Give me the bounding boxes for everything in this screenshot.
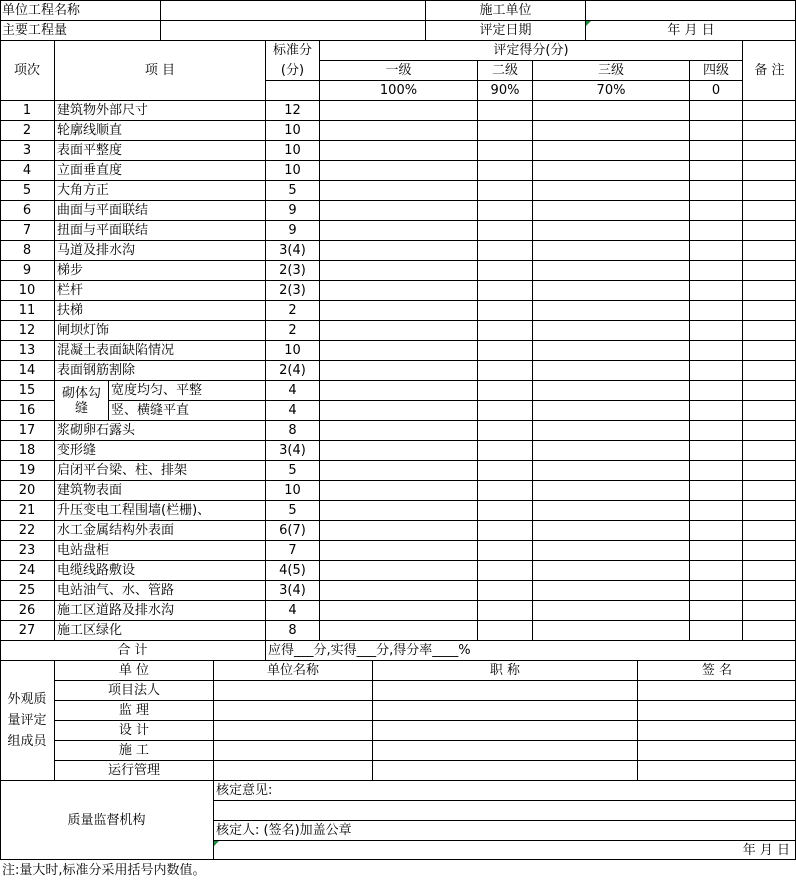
committee-label: 外观质量评定组成员 bbox=[0, 660, 54, 780]
row-std-score: 2(3) bbox=[265, 280, 319, 300]
row-grade-2[interactable] bbox=[477, 220, 532, 240]
row-grade-1[interactable] bbox=[319, 260, 477, 280]
col-grade-pct-1: 100% bbox=[319, 80, 477, 100]
row-grade-1[interactable] bbox=[319, 460, 477, 480]
row-item: 启闭平台梁、柱、排架 bbox=[54, 460, 265, 480]
row-no: 16 bbox=[0, 400, 54, 420]
row-grade-1[interactable] bbox=[319, 440, 477, 460]
row-grade-4[interactable] bbox=[689, 220, 742, 240]
row-grade-2[interactable] bbox=[477, 480, 532, 500]
row-grade-1[interactable] bbox=[319, 380, 477, 400]
row-item: 扶梯 bbox=[54, 300, 265, 320]
committee-member: 设 计 bbox=[54, 720, 213, 740]
row-grade-3[interactable] bbox=[532, 380, 689, 400]
row-grade-4[interactable] bbox=[689, 460, 742, 480]
row-grade-4[interactable] bbox=[689, 200, 742, 220]
row-grade-2[interactable] bbox=[477, 560, 532, 580]
row-grade-3[interactable] bbox=[532, 480, 689, 500]
row-std-score: 4 bbox=[265, 600, 319, 620]
project-name-label: 单位工程名称 bbox=[2, 2, 81, 18]
row-remark[interactable] bbox=[742, 460, 796, 480]
row-remark[interactable] bbox=[742, 280, 796, 300]
row-item: 表面平整度 bbox=[54, 140, 265, 160]
row-remark[interactable] bbox=[742, 160, 796, 180]
row-grade-2[interactable] bbox=[477, 520, 532, 540]
row-remark[interactable] bbox=[742, 380, 796, 400]
total-formula[interactable]: 应得___分,实得___分,得分率____% bbox=[265, 640, 796, 660]
row-std-score: 10 bbox=[265, 140, 319, 160]
row-std-score: 7 bbox=[265, 540, 319, 560]
row-grade-3[interactable] bbox=[532, 260, 689, 280]
row-grade-3[interactable] bbox=[532, 180, 689, 200]
row-grade-2[interactable] bbox=[477, 320, 532, 340]
row-grade-4[interactable] bbox=[689, 380, 742, 400]
row-item: 大角方正 bbox=[54, 180, 265, 200]
row-remark[interactable] bbox=[742, 320, 796, 340]
row-grade-4[interactable] bbox=[689, 100, 742, 120]
row-item: 闸坝灯饰 bbox=[54, 320, 265, 340]
row-std-score: 12 bbox=[265, 100, 319, 120]
col-eval-score: 评定得分(分) bbox=[319, 40, 742, 60]
committee-signature-input[interactable] bbox=[637, 760, 796, 780]
row-grade-3[interactable] bbox=[532, 200, 689, 220]
row-remark[interactable] bbox=[742, 200, 796, 220]
row-grade-1[interactable] bbox=[319, 220, 477, 240]
row-no: 1 bbox=[0, 100, 54, 120]
main-quantity-value[interactable] bbox=[160, 20, 425, 40]
row-item: 梯步 bbox=[54, 260, 265, 280]
col-remark: 备 注 bbox=[742, 40, 796, 100]
row-grade-1[interactable] bbox=[319, 620, 477, 640]
project-name-value[interactable] bbox=[160, 0, 425, 20]
committee-member: 施 工 bbox=[54, 740, 213, 760]
committee-col-unit: 单 位 bbox=[54, 660, 213, 680]
row-grade-3[interactable] bbox=[532, 580, 689, 600]
committee-member: 运行管理 bbox=[54, 760, 213, 780]
main-quantity-label: 主要工程量 bbox=[0, 20, 160, 40]
col-std-score: 标准分 bbox=[265, 40, 319, 60]
supervision-date-comment-marker bbox=[214, 841, 219, 846]
row-item: 立面垂直度 bbox=[54, 160, 265, 180]
row-grade-2[interactable] bbox=[477, 260, 532, 280]
row-std-score: 2 bbox=[265, 300, 319, 320]
row-grade-3[interactable] bbox=[532, 120, 689, 140]
committee-signature-input[interactable] bbox=[637, 720, 796, 740]
row-grade-1[interactable] bbox=[319, 400, 477, 420]
row-no: 8 bbox=[0, 240, 54, 260]
row-grade-1[interactable] bbox=[319, 500, 477, 520]
row-grade-4[interactable] bbox=[689, 260, 742, 280]
row-grade-4[interactable] bbox=[689, 600, 742, 620]
supervision-opinion-input[interactable] bbox=[213, 800, 796, 820]
row-no: 11 bbox=[0, 300, 54, 320]
row-remark[interactable] bbox=[742, 240, 796, 260]
supervision-label: 质量监督机构 bbox=[0, 780, 213, 860]
row-grade-3[interactable] bbox=[532, 460, 689, 480]
col-grade-2: 二级 bbox=[477, 60, 532, 80]
row-grade-4[interactable] bbox=[689, 360, 742, 380]
row-grade-2[interactable] bbox=[477, 360, 532, 380]
col-std-score-unit: (分) bbox=[265, 60, 319, 80]
row-grade-4[interactable] bbox=[689, 440, 742, 460]
committee-signature-input[interactable] bbox=[637, 740, 796, 760]
row-grade-1[interactable] bbox=[319, 420, 477, 440]
row-item: 电站盘柜 bbox=[54, 540, 265, 560]
row-grade-4[interactable] bbox=[689, 500, 742, 520]
row-no: 3 bbox=[0, 140, 54, 160]
row-item: 建筑物表面 bbox=[54, 480, 265, 500]
committee-signature-input[interactable] bbox=[637, 700, 796, 720]
row-grade-2[interactable] bbox=[477, 340, 532, 360]
row-grade-3[interactable] bbox=[532, 440, 689, 460]
row-no: 22 bbox=[0, 520, 54, 540]
committee-signature-input[interactable] bbox=[637, 680, 796, 700]
row-remark[interactable] bbox=[742, 580, 796, 600]
row-no: 26 bbox=[0, 600, 54, 620]
row-grade-4[interactable] bbox=[689, 400, 742, 420]
row-std-score: 9 bbox=[265, 200, 319, 220]
row-std-score: 4 bbox=[265, 380, 319, 400]
row-grade-1[interactable] bbox=[319, 300, 477, 320]
row-no: 9 bbox=[0, 260, 54, 280]
row-no: 5 bbox=[0, 180, 54, 200]
row-grade-4[interactable] bbox=[689, 340, 742, 360]
row-grade-1[interactable] bbox=[319, 160, 477, 180]
supervision-date: 年 月 日 bbox=[213, 840, 796, 860]
col-std-score-blank bbox=[265, 80, 319, 100]
row-remark[interactable] bbox=[742, 140, 796, 160]
row-grade-3[interactable] bbox=[532, 540, 689, 560]
row-std-score: 6(7) bbox=[265, 520, 319, 540]
row-grade-1[interactable] bbox=[319, 520, 477, 540]
row-grade-3[interactable] bbox=[532, 100, 689, 120]
row-item: 变形缝 bbox=[54, 440, 265, 460]
row-std-score: 4 bbox=[265, 400, 319, 420]
row-no: 19 bbox=[0, 460, 54, 480]
row-grade-2[interactable] bbox=[477, 380, 532, 400]
row-no: 23 bbox=[0, 540, 54, 560]
row-std-score: 2(4) bbox=[265, 360, 319, 380]
row-grade-4[interactable] bbox=[689, 540, 742, 560]
row-grade-2[interactable] bbox=[477, 160, 532, 180]
row-std-score: 3(4) bbox=[265, 580, 319, 600]
row-remark[interactable] bbox=[742, 100, 796, 120]
row-grade-1[interactable] bbox=[319, 140, 477, 160]
row-item: 栏杆 bbox=[54, 280, 265, 300]
committee-title-input[interactable] bbox=[372, 680, 637, 700]
row-grade-4[interactable] bbox=[689, 180, 742, 200]
committee-unit-name-input[interactable] bbox=[213, 700, 372, 720]
row-item: 浆砌卵石露头 bbox=[54, 420, 265, 440]
row-item: 电缆线路敷设 bbox=[54, 560, 265, 580]
row-remark[interactable] bbox=[742, 400, 796, 420]
row-grade-3[interactable] bbox=[532, 400, 689, 420]
row-grade-2[interactable] bbox=[477, 400, 532, 420]
row-grade-4[interactable] bbox=[689, 160, 742, 180]
row-grade-2[interactable] bbox=[477, 540, 532, 560]
row-grade-2[interactable] bbox=[477, 280, 532, 300]
committee-unit-name-input[interactable] bbox=[213, 680, 372, 700]
row-no: 4 bbox=[0, 160, 54, 180]
row-grade-2[interactable] bbox=[477, 620, 532, 640]
row-no: 6 bbox=[0, 200, 54, 220]
row-no: 17 bbox=[0, 420, 54, 440]
row-grade-1[interactable] bbox=[319, 280, 477, 300]
committee-unit-name-input[interactable] bbox=[213, 720, 372, 740]
col-grade-1: 一级 bbox=[319, 60, 477, 80]
row-no: 10 bbox=[0, 280, 54, 300]
row-grade-2[interactable] bbox=[477, 440, 532, 460]
row-remark[interactable] bbox=[742, 440, 796, 460]
row-grade-2[interactable] bbox=[477, 200, 532, 220]
row-remark[interactable] bbox=[742, 620, 796, 640]
committee-col-unit-name: 单位名称 bbox=[213, 660, 372, 680]
row-grade-4[interactable] bbox=[689, 420, 742, 440]
row-grade-2[interactable] bbox=[477, 600, 532, 620]
row-remark[interactable] bbox=[742, 220, 796, 240]
row-grade-3[interactable] bbox=[532, 520, 689, 540]
row-grade-1[interactable] bbox=[319, 340, 477, 360]
eval-date-label: 评定日期 bbox=[425, 20, 585, 40]
col-grade-3: 三级 bbox=[532, 60, 689, 80]
row-grade-3[interactable] bbox=[532, 340, 689, 360]
row-grade-4[interactable] bbox=[689, 580, 742, 600]
row-no: 14 bbox=[0, 360, 54, 380]
row-std-score: 10 bbox=[265, 480, 319, 500]
row-grade-3[interactable] bbox=[532, 500, 689, 520]
col-grade-pct-4: 0 bbox=[689, 80, 742, 100]
row-no: 18 bbox=[0, 440, 54, 460]
row-std-score: 3(4) bbox=[265, 240, 319, 260]
col-grade-pct-2: 90% bbox=[477, 80, 532, 100]
row-grade-3[interactable] bbox=[532, 280, 689, 300]
row-remark[interactable] bbox=[742, 360, 796, 380]
row-grade-3[interactable] bbox=[532, 420, 689, 440]
row-grade-4[interactable] bbox=[689, 300, 742, 320]
row-remark[interactable] bbox=[742, 340, 796, 360]
committee-col-signature: 签 名 bbox=[637, 660, 796, 680]
row-grade-4[interactable] bbox=[689, 520, 742, 540]
row-grade-4[interactable] bbox=[689, 120, 742, 140]
row-remark[interactable] bbox=[742, 120, 796, 140]
row-no: 25 bbox=[0, 580, 54, 600]
row-item: 扭面与平面联结 bbox=[54, 220, 265, 240]
col-item: 项 目 bbox=[54, 40, 265, 100]
row-std-score: 10 bbox=[265, 160, 319, 180]
row-item: 电站油气、水、管路 bbox=[54, 580, 265, 600]
footnote: 注:量大时,标准分采用括号内数值。 bbox=[2, 863, 206, 878]
supervision-verifier: 核定人: (签名)加盖公章 bbox=[213, 820, 796, 840]
eval-date-value[interactable]: 年 月 日 bbox=[585, 20, 796, 40]
masonry-group-label: 砌体勾缝 bbox=[54, 380, 108, 420]
row-grade-2[interactable] bbox=[477, 120, 532, 140]
col-grade-4: 四级 bbox=[689, 60, 742, 80]
row-no: 7 bbox=[0, 220, 54, 240]
row-grade-3[interactable] bbox=[532, 360, 689, 380]
total-label: 合 计 bbox=[0, 640, 265, 660]
row-grade-2[interactable] bbox=[477, 460, 532, 480]
committee-title-input[interactable] bbox=[372, 760, 637, 780]
row-grade-2[interactable] bbox=[477, 580, 532, 600]
row-remark[interactable] bbox=[742, 300, 796, 320]
row-item: 建筑物外部尺寸 bbox=[54, 100, 265, 120]
row-grade-1[interactable] bbox=[319, 180, 477, 200]
row-grade-3[interactable] bbox=[532, 220, 689, 240]
row-no: 27 bbox=[0, 620, 54, 640]
row-grade-4[interactable] bbox=[689, 560, 742, 580]
row-no: 20 bbox=[0, 480, 54, 500]
row-grade-4[interactable] bbox=[689, 280, 742, 300]
row-grade-3[interactable] bbox=[532, 160, 689, 180]
row-grade-3[interactable] bbox=[532, 320, 689, 340]
row-std-score: 2(3) bbox=[265, 260, 319, 280]
row-remark[interactable] bbox=[742, 480, 796, 500]
row-grade-1[interactable] bbox=[319, 200, 477, 220]
row-std-score: 10 bbox=[265, 120, 319, 140]
row-item: 升压变电工程围墙(栏栅)、 bbox=[54, 500, 265, 520]
row-grade-2[interactable] bbox=[477, 240, 532, 260]
row-grade-2[interactable] bbox=[477, 140, 532, 160]
eval-date-comment-marker bbox=[586, 21, 591, 26]
row-grade-3[interactable] bbox=[532, 300, 689, 320]
row-std-score: 9 bbox=[265, 220, 319, 240]
row-grade-1[interactable] bbox=[319, 320, 477, 340]
row-item: 混凝土表面缺陷情况 bbox=[54, 340, 265, 360]
committee-title-input[interactable] bbox=[372, 740, 637, 760]
row-no: 21 bbox=[0, 500, 54, 520]
row-remark[interactable] bbox=[742, 520, 796, 540]
row-std-score: 3(4) bbox=[265, 440, 319, 460]
row-grade-2[interactable] bbox=[477, 500, 532, 520]
row-item: 施工区绿化 bbox=[54, 620, 265, 640]
row-grade-1[interactable] bbox=[319, 580, 477, 600]
committee-title-input[interactable] bbox=[372, 700, 637, 720]
row-grade-1[interactable] bbox=[319, 120, 477, 140]
committee-unit-name-input[interactable] bbox=[213, 760, 372, 780]
committee-member: 项目法人 bbox=[54, 680, 213, 700]
row-grade-1[interactable] bbox=[319, 540, 477, 560]
row-std-score: 5 bbox=[265, 460, 319, 480]
row-std-score: 8 bbox=[265, 620, 319, 640]
construction-unit-label: 施工单位 bbox=[425, 0, 585, 20]
row-std-score: 10 bbox=[265, 340, 319, 360]
committee-col-title: 职 称 bbox=[372, 660, 637, 680]
row-grade-1[interactable] bbox=[319, 360, 477, 380]
row-std-score: 4(5) bbox=[265, 560, 319, 580]
row-grade-3[interactable] bbox=[532, 140, 689, 160]
row-grade-4[interactable] bbox=[689, 320, 742, 340]
row-no: 12 bbox=[0, 320, 54, 340]
row-remark[interactable] bbox=[742, 540, 796, 560]
committee-member: 监 理 bbox=[54, 700, 213, 720]
row-no: 15 bbox=[0, 380, 54, 400]
row-grade-1[interactable] bbox=[319, 560, 477, 580]
col-item-no: 项次 bbox=[0, 40, 54, 100]
construction-unit-value[interactable] bbox=[585, 0, 796, 20]
row-remark[interactable] bbox=[742, 600, 796, 620]
row-no: 13 bbox=[0, 340, 54, 360]
row-grade-4[interactable] bbox=[689, 480, 742, 500]
row-grade-4[interactable] bbox=[689, 620, 742, 640]
row-std-score: 5 bbox=[265, 500, 319, 520]
row-item: 表面钢筋割除 bbox=[54, 360, 265, 380]
row-no: 24 bbox=[0, 560, 54, 580]
row-grade-4[interactable] bbox=[689, 240, 742, 260]
row-grade-2[interactable] bbox=[477, 420, 532, 440]
row-grade-2[interactable] bbox=[477, 100, 532, 120]
row-item: 轮廓线顺直 bbox=[54, 120, 265, 140]
row-std-score: 8 bbox=[265, 420, 319, 440]
row-remark[interactable] bbox=[742, 180, 796, 200]
row-std-score: 2 bbox=[265, 320, 319, 340]
row-grade-3[interactable] bbox=[532, 620, 689, 640]
row-grade-1[interactable] bbox=[319, 600, 477, 620]
row-grade-1[interactable] bbox=[319, 100, 477, 120]
row-item: 马道及排水沟 bbox=[54, 240, 265, 260]
committee-title-input[interactable] bbox=[372, 720, 637, 740]
row-remark[interactable] bbox=[742, 260, 796, 280]
row-grade-1[interactable] bbox=[319, 240, 477, 260]
row-grade-1[interactable] bbox=[319, 480, 477, 500]
row-remark[interactable] bbox=[742, 560, 796, 580]
row-grade-3[interactable] bbox=[532, 600, 689, 620]
row-remark[interactable] bbox=[742, 500, 796, 520]
row-no: 2 bbox=[0, 120, 54, 140]
row-grade-3[interactable] bbox=[532, 560, 689, 580]
row-item: 曲面与平面联结 bbox=[54, 200, 265, 220]
row-grade-3[interactable] bbox=[532, 240, 689, 260]
row-item: 竖、横缝平直 bbox=[108, 400, 265, 420]
row-item: 水工金属结构外表面 bbox=[54, 520, 265, 540]
row-grade-2[interactable] bbox=[477, 180, 532, 200]
row-grade-2[interactable] bbox=[477, 300, 532, 320]
row-item: 宽度均匀、平整 bbox=[108, 380, 265, 400]
row-std-score: 5 bbox=[265, 180, 319, 200]
row-item: 施工区道路及排水沟 bbox=[54, 600, 265, 620]
row-grade-4[interactable] bbox=[689, 140, 742, 160]
supervision-opinion-label: 核定意见: bbox=[213, 780, 796, 800]
committee-unit-name-input[interactable] bbox=[213, 740, 372, 760]
col-grade-pct-3: 70% bbox=[532, 80, 689, 100]
row-remark[interactable] bbox=[742, 420, 796, 440]
